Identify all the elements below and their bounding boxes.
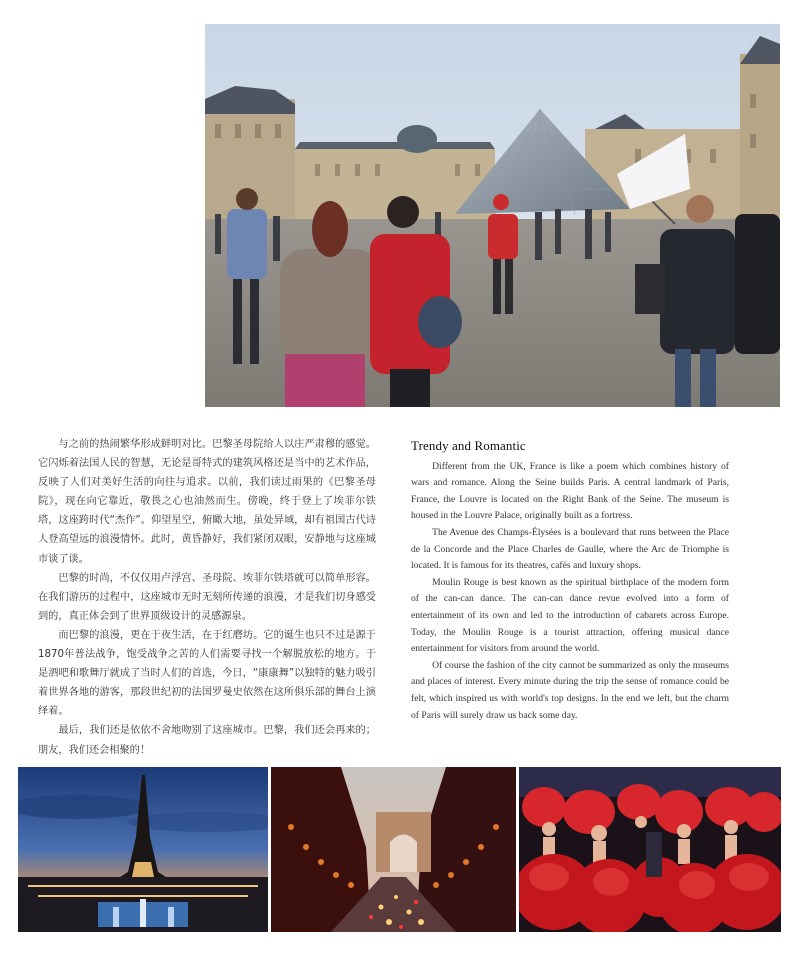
zh-paragraph: 巴黎的时尚，不仅仅用卢浮宫、圣母院、埃菲尔铁塔就可以简单形容。在我们游历的过程中，这座城市无时无刻所传递的浪漫，才是我们切身感受到的，真正体会到了世界顶级设计的灵感源泉。 [38, 572, 376, 622]
en-paragraph: Different from the UK, France is like a poem which combines history of wars and romance. Along the Seine builds Paris. A central landmark of Paris, France, the Louvre is located on the Right Bank of the Seine. The museum is housed in the Louvre Palace, originally built as a fortress. [411, 460, 729, 522]
eiffel-tower-photo [18, 767, 268, 932]
louvre-photo [205, 24, 780, 407]
en-paragraph: Moulin Rouge is best known as the spiritual birthplace of the modern form of the can-can dance. The can-can dance revue evolved into a form of entertainment of its own and led to the introduction of cabarets across Europe. Today, the Moulin Rouge is a tourist attraction, offering musical dance entertainment for visitors from around the world. [411, 576, 729, 655]
section-title: Trendy and Romantic [411, 438, 526, 453]
en-paragraph: Of course the fashion of the city cannot be summarized as only the museums and places of interest. Every minute during the trip the sense of romance could be felt, which inspired us with world's top designs. In the end we left, but the charm of Paris will surely draw us back some day. [411, 659, 729, 721]
zh-paragraph: 而巴黎的浪漫，更在于夜生活，在于红磨坊。它的诞生也只不过是源于1870年普法战争，饱受战争之苦的人们需要寻找一个解脱放松的地方。于是酒吧和歌舞厅就成了当时人们的首选，今日，“康康舞”以独特的魅力吸引着世界各地的游客，那段世纪初的法国罗曼史依然在这所俱乐部的舞台上演绎着。 [38, 629, 376, 718]
en-paragraph: The Avenue des Champs-Élysées is a boulevard that runs between the Place de la Concorde and the Place Charles de Gaulle, where the Arc de Triomphe is located. It is famous for its theatres, cafés and luxury shops. [411, 526, 729, 572]
chinese-text-column [38, 435, 376, 760]
arc-de-triomphe-photo [271, 767, 516, 932]
moulin-rouge-photo [519, 767, 781, 932]
zh-paragraph: 与之前的热闹繁华形成鲜明对比。巴黎圣母院给人以庄严肃穆的感觉。它闪烁着法国人民的智慧，无论是哥特式的建筑风格还是当中的艺术作品，反映了人们对美好生活的向往与追求。以前，我们读过雨果的《巴黎圣母院》，现在向它靠近，敬畏之心也油然而生。傍晚，终于登上了埃菲尔铁塔，这座跨时代“杰作”。仰望星空，俯瞰大地，虽处异域，却有祖国古代诗人登高望远的浪漫情怀。此时，黄昏静好，我们紧闭双眼，安静地与这座城市谈了谈。 [38, 439, 376, 565]
zh-paragraph: 最后，我们还是依依不舍地吻别了这座城市。巴黎，我们还会再来的；朋友，我们还会相聚的！ [38, 725, 376, 756]
english-text-column [411, 438, 729, 724]
